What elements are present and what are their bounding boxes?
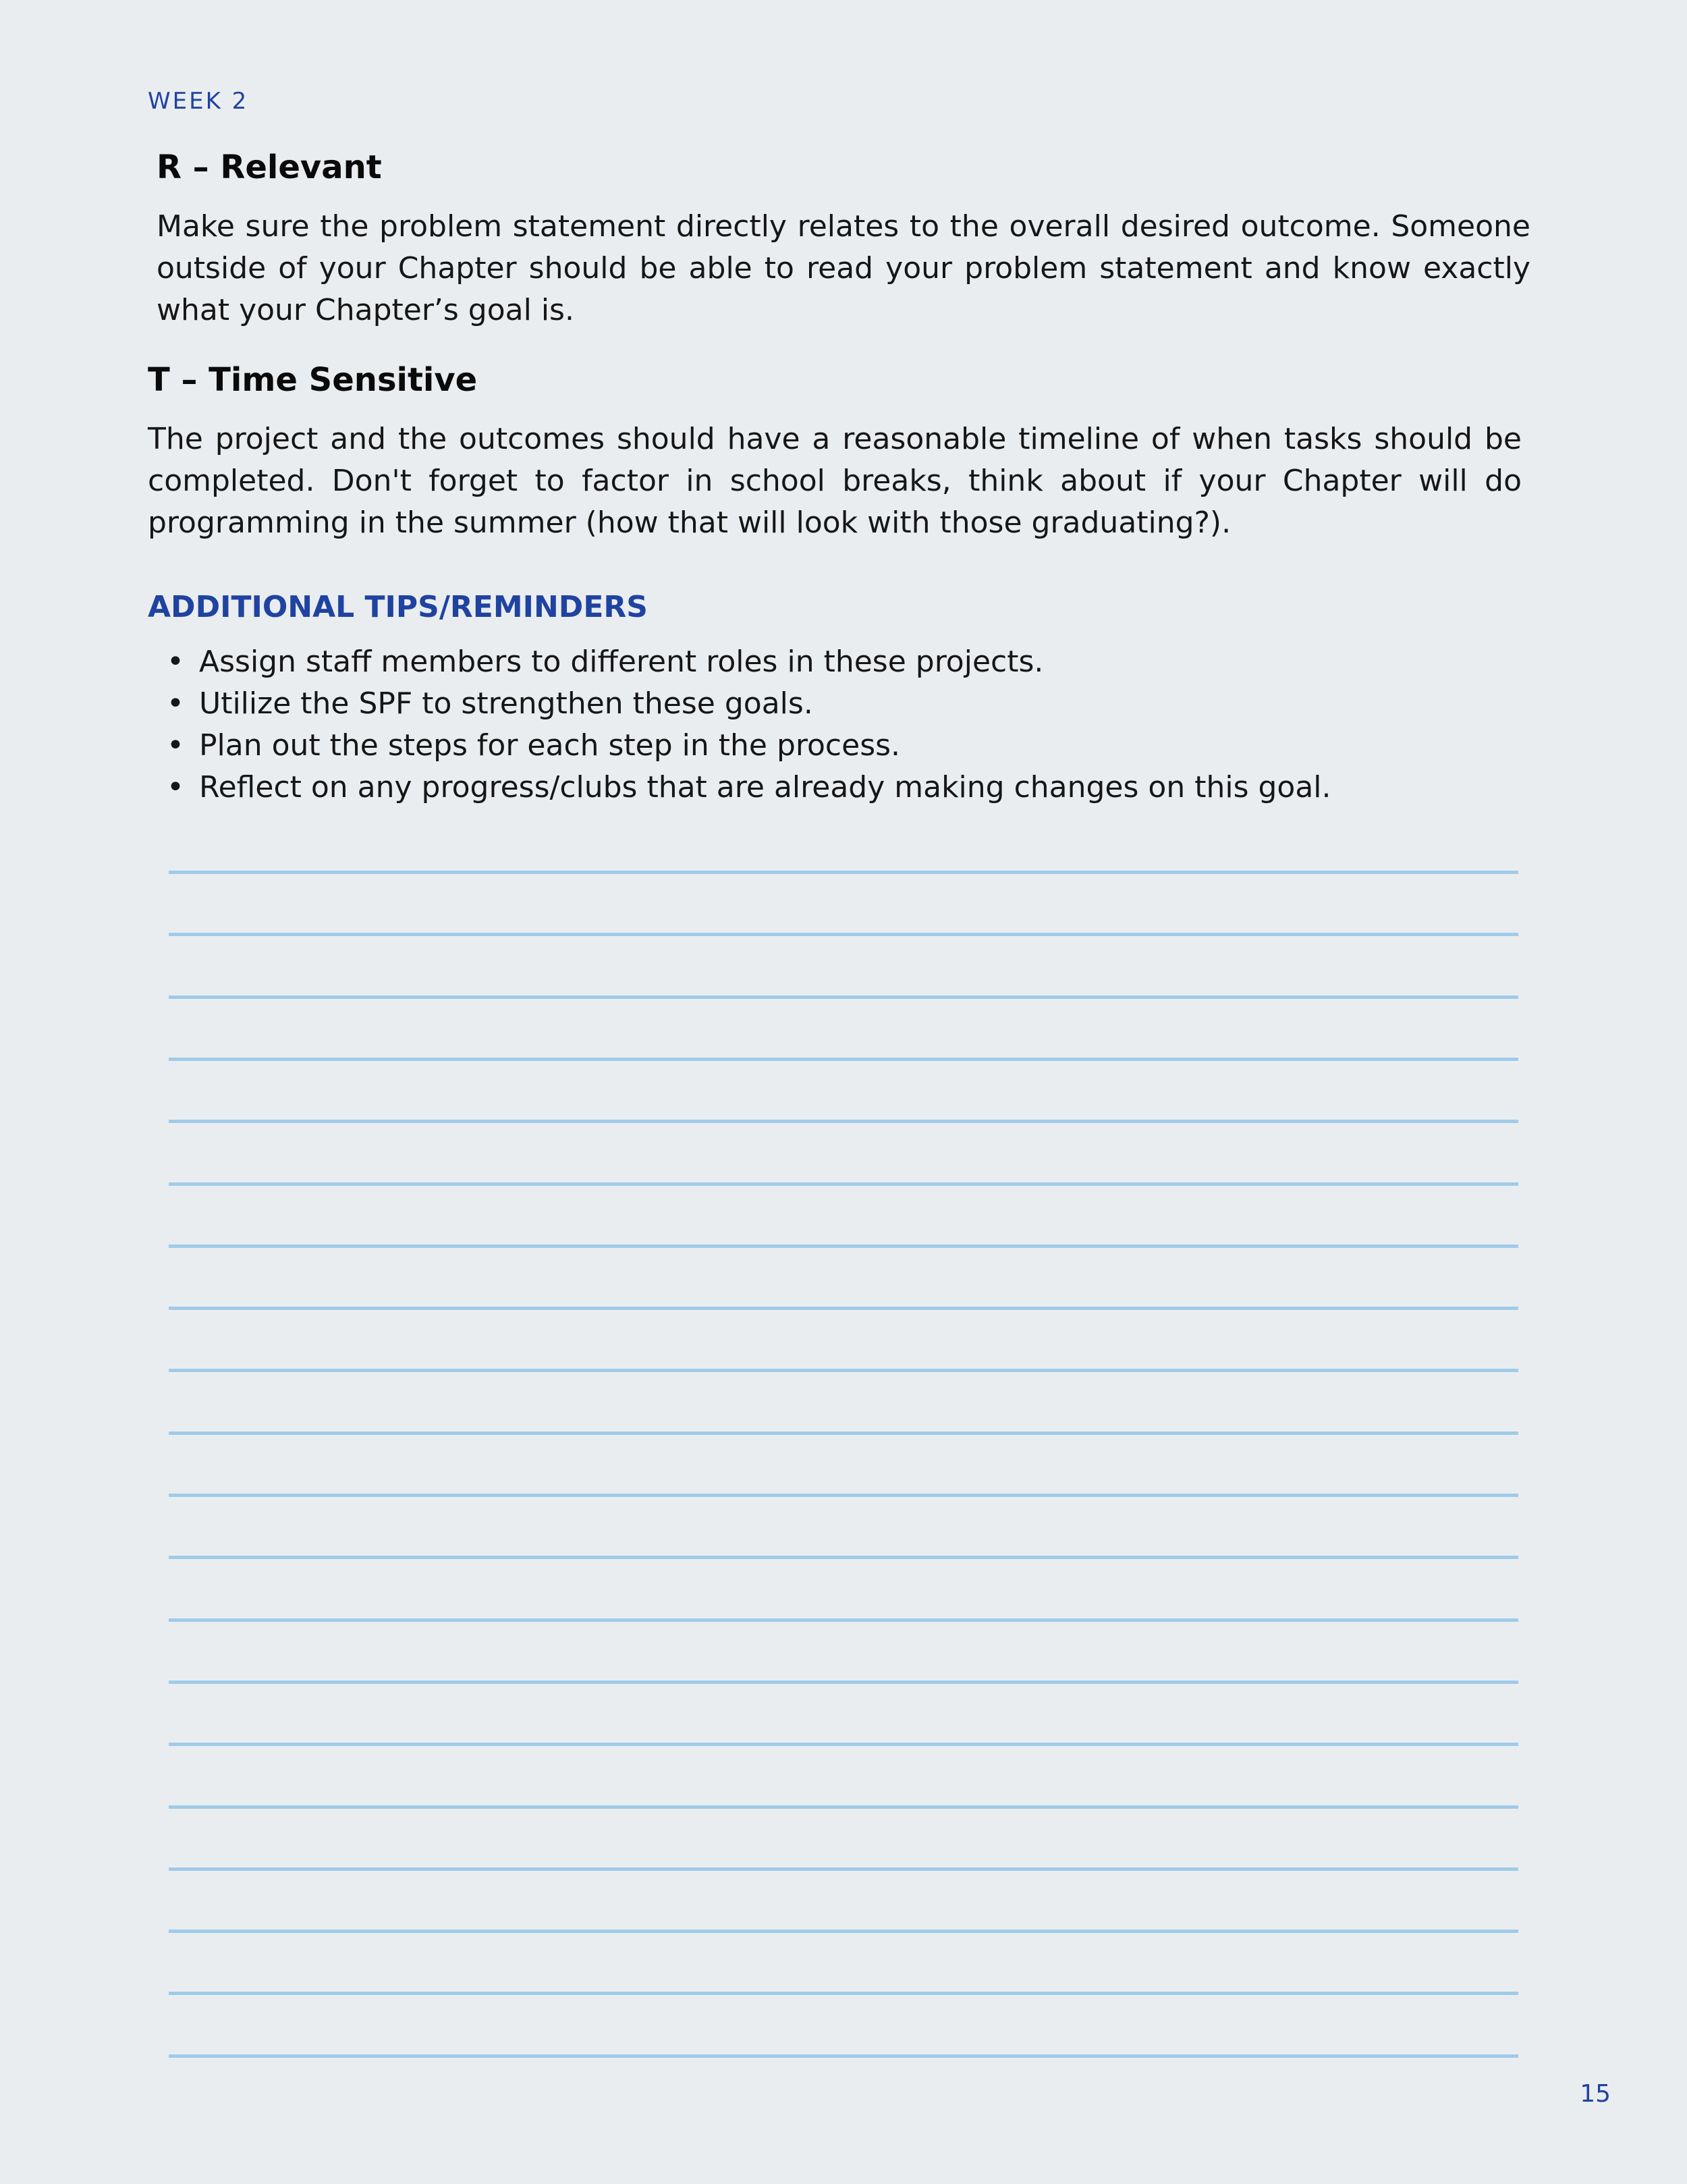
writing-line bbox=[169, 1494, 1518, 1497]
tip-item bbox=[148, 767, 1331, 809]
writing-line bbox=[169, 871, 1518, 874]
tip-item bbox=[148, 725, 1331, 767]
writing-line bbox=[169, 1867, 1518, 1871]
writing-line bbox=[169, 933, 1518, 936]
writing-line bbox=[169, 1058, 1518, 1061]
tips-heading: ADDITIONAL TIPS/REMINDERS bbox=[148, 590, 648, 624]
writing-line bbox=[169, 1182, 1518, 1186]
writing-line bbox=[169, 1431, 1518, 1435]
writing-line bbox=[169, 1245, 1518, 1248]
section-body-time-sensitive: The project and the outcomes should have a reasonable timeline of when tasks should be completed. Don't forget to factor in school breaks, think about if your Chapter will do programming in the summer (how that will look with those graduating?). bbox=[148, 422, 1522, 540]
tip-text: Reflect on any progress/clubs that are already making changes on this goal. bbox=[199, 770, 1331, 804]
page-number: 15 bbox=[1580, 2080, 1611, 2108]
week-label: WEEK 2 bbox=[148, 88, 249, 115]
writing-line bbox=[169, 1307, 1518, 1310]
writing-line bbox=[169, 1618, 1518, 1622]
writing-line bbox=[169, 1556, 1518, 1559]
tip-item bbox=[148, 683, 1331, 725]
writing-line bbox=[169, 1681, 1518, 1684]
tip-text: Plan out the steps for each step in the process. bbox=[199, 728, 901, 763]
writing-line bbox=[169, 1369, 1518, 1372]
tip-text: Utilize the SPF to strengthen these goals. bbox=[199, 686, 813, 721]
bullet-icon: • bbox=[167, 645, 184, 679]
tip-text: Assign staff members to different roles in these projects. bbox=[199, 645, 1044, 679]
writing-line bbox=[169, 1805, 1518, 1809]
writing-line bbox=[169, 1743, 1518, 1746]
section-body-relevant: Make sure the problem statement directly relates to the overall desired outcome. Someone outside of your Chapter should be able to read your problem statement and know exactly what your Chapter’s goal is. bbox=[157, 209, 1530, 327]
writing-line bbox=[169, 1930, 1518, 1933]
bullet-icon: • bbox=[167, 770, 184, 804]
tip-item bbox=[148, 641, 1331, 683]
bullet-icon: • bbox=[167, 728, 184, 763]
section-heading-time-sensitive: T – Time Sensitive bbox=[148, 361, 478, 399]
writing-line bbox=[169, 995, 1518, 999]
tips-list bbox=[148, 641, 1331, 809]
writing-line bbox=[169, 2054, 1518, 2058]
writing-line bbox=[169, 1992, 1518, 1995]
bullet-icon: • bbox=[167, 686, 184, 721]
section-heading-relevant: R – Relevant bbox=[157, 148, 382, 186]
writing-line bbox=[169, 1120, 1518, 1123]
